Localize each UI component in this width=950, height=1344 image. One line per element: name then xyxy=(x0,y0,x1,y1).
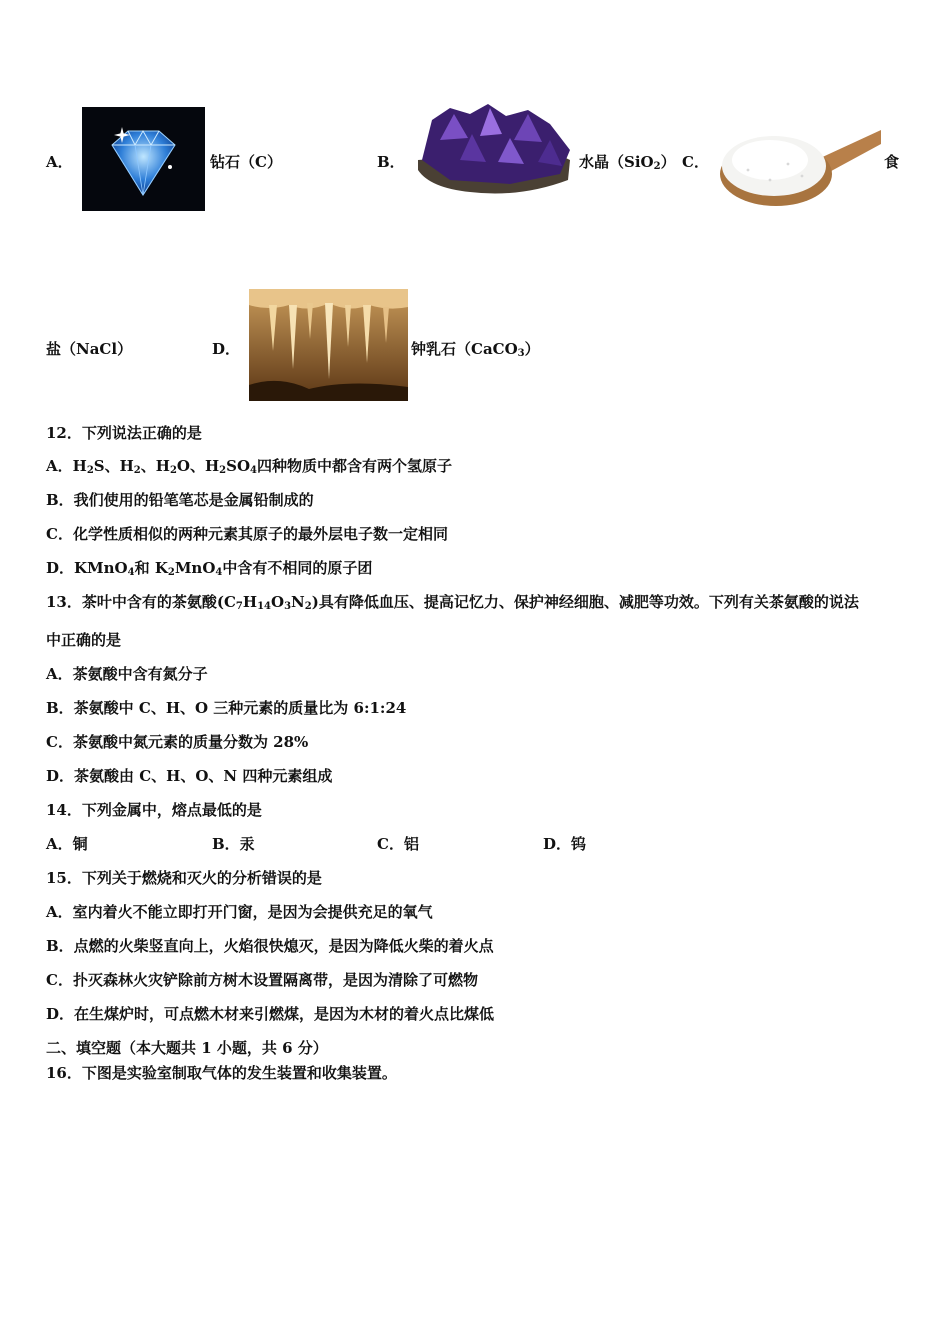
section-heading: 二、填空题（本大题共 1 小题，共 6 分） xyxy=(46,1039,328,1057)
option-d-letter: D． xyxy=(212,340,241,358)
option-b-label: 水晶（SiO$_2$） xyxy=(579,153,676,172)
q12-option-b: B．我们使用的铅笔笔芯是金属铅制成的 xyxy=(46,491,314,509)
q12-option-d: D．KMnO$_4$和 $K_2MnO_4$中含有不相同的原子团 xyxy=(46,559,373,578)
q14-option-a: A．铜 xyxy=(46,835,88,853)
q14-option-d: D．钨 xyxy=(543,835,587,853)
option-c-label-part2: 盐（NaCl） xyxy=(46,340,133,358)
q15-option-b: B．点燃的火柴竖直向上，火焰很快熄灭，是因为降低火柴的着火点 xyxy=(46,937,494,955)
q12-option-a: A．$H_2S$、$H_2$、$H_2O$、$H_2SO_4$四种物质中都含有两个氢原子 xyxy=(46,457,453,476)
q13-stem: 13．茶叶中含有的茶氨酸$(C_7H_{14}O_3N_2)$具有降低血压、提高记忆力、保护神经细胞、减肥等功效。下列有关茶氨酸的说法 xyxy=(46,593,859,612)
salt-spoon-image xyxy=(718,120,881,212)
q16-stem: 16．下图是实验室制取气体的发生装置和收集装置。 xyxy=(46,1064,397,1082)
q13-option-b: B．茶氨酸中 C、H、O 三种元素的质量比为 6:1:24 xyxy=(46,699,407,717)
quartz-crystal-image xyxy=(410,100,575,210)
option-c-label-part1: 食 xyxy=(884,153,900,171)
q14-option-b: B．汞 xyxy=(212,835,255,853)
q14-stem: 14．下列金属中，熔点最低的是 xyxy=(46,801,262,819)
q15-option-d: D．在生煤炉时，可点燃木材来引燃煤，是因为木材的着火点比煤低 xyxy=(46,1005,495,1023)
q13-option-a: A．茶氨酸中含有氮分子 xyxy=(46,665,208,683)
q15-option-a: A．室内着火不能立即打开门窗，是因为会提供充足的氧气 xyxy=(46,903,433,921)
option-a-letter: A． xyxy=(46,153,73,171)
stalactite-cave-image xyxy=(249,289,408,401)
q13-option-c: C．茶氨酸中氮元素的质量分数为 28% xyxy=(46,733,309,751)
q15-option-c: C．扑灭森林火灾铲除前方树木设置隔离带，是因为清除了可燃物 xyxy=(46,971,478,989)
option-a-label: 钻石（C） xyxy=(210,153,282,171)
option-d-label: 钟乳石（CaCO$_3$） xyxy=(411,340,540,359)
q12-stem: 12．下列说法正确的是 xyxy=(46,424,202,442)
option-b-letter: B． xyxy=(377,153,405,171)
q13-option-d: D．茶氨酸由 C、H、O、N 四种元素组成 xyxy=(46,767,333,785)
q14-option-c: C．铝 xyxy=(377,835,419,853)
q15-stem: 15．下列关于燃烧和灭火的分析错误的是 xyxy=(46,869,322,887)
q13-stem-line2: 中正确的是 xyxy=(46,631,122,649)
option-c-letter: C． xyxy=(682,153,709,171)
diamond-image xyxy=(82,107,205,211)
q12-option-c: C．化学性质相似的两种元素其原子的最外层电子数一定相同 xyxy=(46,525,448,543)
